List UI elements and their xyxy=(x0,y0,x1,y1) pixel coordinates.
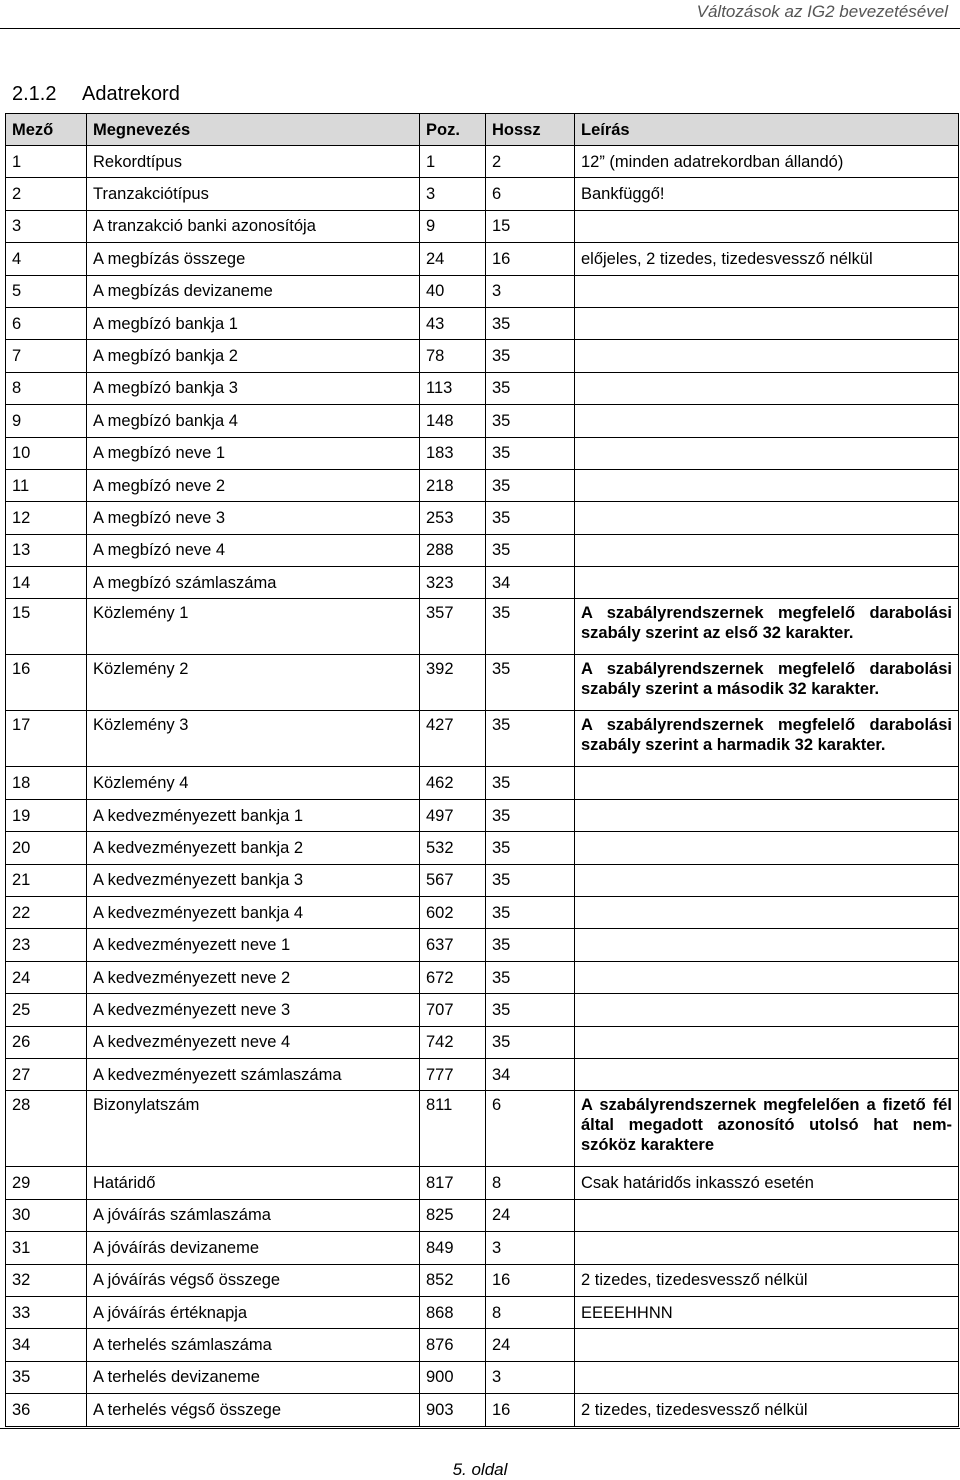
cell-hossz: 35 xyxy=(486,340,575,372)
cell-megnevezes: A terhelés számlaszáma xyxy=(87,1329,420,1361)
cell-megnevezes: A jóváírás devizaneme xyxy=(87,1232,420,1264)
cell-leiras xyxy=(575,405,959,437)
cell-megnevezes: A terhelés végső összege xyxy=(87,1394,420,1426)
cell-mezo: 6 xyxy=(6,307,87,339)
cell-mezo: 17 xyxy=(6,711,87,767)
cell-megnevezes: A megbízó neve 4 xyxy=(87,534,420,566)
cell-megnevezes: A jóváírás számlaszáma xyxy=(87,1199,420,1231)
cell-hossz: 35 xyxy=(486,711,575,767)
table-row xyxy=(6,1058,959,1090)
cell-hossz: 35 xyxy=(486,799,575,831)
page-footer xyxy=(0,1428,960,1478)
cell-poz: 78 xyxy=(420,340,486,372)
cell-mezo: 23 xyxy=(6,929,87,961)
table-row xyxy=(6,655,959,711)
cell-poz: 113 xyxy=(420,372,486,404)
table-row xyxy=(6,864,959,896)
cell-megnevezes: A kedvezményezett neve 3 xyxy=(87,994,420,1026)
cell-poz: 9 xyxy=(420,210,486,242)
cell-megnevezes: Közlemény 2 xyxy=(87,655,420,711)
cell-mezo: 31 xyxy=(6,1232,87,1264)
cell-poz: 427 xyxy=(420,711,486,767)
cell-mezo: 18 xyxy=(6,767,87,799)
cell-poz: 777 xyxy=(420,1058,486,1090)
cell-hossz: 35 xyxy=(486,405,575,437)
cell-leiras xyxy=(575,502,959,534)
cell-mezo: 3 xyxy=(6,210,87,242)
cell-poz: 602 xyxy=(420,897,486,929)
cell-poz: 183 xyxy=(420,437,486,469)
cell-hossz: 6 xyxy=(486,178,575,210)
table-row xyxy=(6,832,959,864)
table-row xyxy=(6,1361,959,1393)
cell-poz: 817 xyxy=(420,1167,486,1199)
cell-poz: 1 xyxy=(420,146,486,178)
cell-megnevezes: A megbízó neve 2 xyxy=(87,469,420,501)
cell-leiras xyxy=(575,767,959,799)
cell-megnevezes: Közlemény 1 xyxy=(87,599,420,655)
cell-leiras: 2 tizedes, tizedesvessző nélkül xyxy=(575,1394,959,1426)
cell-megnevezes: A tranzakció banki azonosítója xyxy=(87,210,420,242)
cell-megnevezes: A megbízó bankja 1 xyxy=(87,307,420,339)
table-row xyxy=(6,994,959,1026)
cell-hossz: 35 xyxy=(486,767,575,799)
cell-leiras xyxy=(575,864,959,896)
table-row xyxy=(6,534,959,566)
cell-hossz: 3 xyxy=(486,1361,575,1393)
cell-poz: 392 xyxy=(420,655,486,711)
cell-hossz: 35 xyxy=(486,864,575,896)
cell-hossz: 35 xyxy=(486,994,575,1026)
cell-megnevezes: A megbízás devizaneme xyxy=(87,275,420,307)
cell-megnevezes: A megbízás összege xyxy=(87,243,420,275)
cell-poz: 40 xyxy=(420,275,486,307)
cell-poz: 288 xyxy=(420,534,486,566)
cell-poz: 3 xyxy=(420,178,486,210)
cell-leiras: A szabályrendszernek megfelelő darabolási szabály szerint az első 32 karakter. xyxy=(575,599,959,655)
running-header xyxy=(0,0,960,29)
table-row xyxy=(6,599,959,655)
cell-mezo: 24 xyxy=(6,961,87,993)
cell-mezo: 5 xyxy=(6,275,87,307)
cell-mezo: 30 xyxy=(6,1199,87,1231)
cell-mezo: 2 xyxy=(6,178,87,210)
table-row xyxy=(6,178,959,210)
cell-mezo: 34 xyxy=(6,1329,87,1361)
cell-megnevezes: A jóváírás végső összege xyxy=(87,1264,420,1296)
cell-mezo: 20 xyxy=(6,832,87,864)
cell-leiras: 2 tizedes, tizedesvessző nélkül xyxy=(575,1264,959,1296)
column-header-mezo: Mező xyxy=(6,114,87,146)
cell-leiras xyxy=(575,567,959,599)
cell-leiras: 12” (minden adatrekordban állandó) xyxy=(575,146,959,178)
cell-hossz: 35 xyxy=(486,897,575,929)
cell-megnevezes: Közlemény 4 xyxy=(87,767,420,799)
table-row xyxy=(6,1264,959,1296)
cell-hossz: 3 xyxy=(486,275,575,307)
table-row xyxy=(6,1026,959,1058)
section-title: Adatrekord xyxy=(82,83,180,105)
cell-leiras: A szabályrendszernek megfelelő darabolási szabály szerint a harmadik 32 karakter. xyxy=(575,711,959,767)
cell-poz: 567 xyxy=(420,864,486,896)
column-header-leiras: Leírás xyxy=(575,114,959,146)
table-row xyxy=(6,897,959,929)
cell-megnevezes: Rekordtípus xyxy=(87,146,420,178)
table-row xyxy=(6,146,959,178)
cell-leiras xyxy=(575,1026,959,1058)
cell-poz: 868 xyxy=(420,1296,486,1328)
cell-mezo: 33 xyxy=(6,1296,87,1328)
cell-mezo: 15 xyxy=(6,599,87,655)
cell-megnevezes: A kedvezményezett neve 2 xyxy=(87,961,420,993)
cell-hossz: 35 xyxy=(486,655,575,711)
cell-leiras xyxy=(575,1058,959,1090)
cell-megnevezes: A megbízó számlaszáma xyxy=(87,567,420,599)
table-row xyxy=(6,1329,959,1361)
table-row xyxy=(6,469,959,501)
cell-mezo: 8 xyxy=(6,372,87,404)
table-row xyxy=(6,210,959,242)
cell-hossz: 8 xyxy=(486,1296,575,1328)
table-row xyxy=(6,275,959,307)
table-row xyxy=(6,437,959,469)
cell-poz: 497 xyxy=(420,799,486,831)
cell-mezo: 14 xyxy=(6,567,87,599)
cell-poz: 849 xyxy=(420,1232,486,1264)
cell-megnevezes: A megbízó bankja 2 xyxy=(87,340,420,372)
table-row xyxy=(6,1394,959,1426)
table-row xyxy=(6,929,959,961)
cell-hossz: 35 xyxy=(486,502,575,534)
cell-leiras xyxy=(575,799,959,831)
cell-poz: 672 xyxy=(420,961,486,993)
cell-mezo: 1 xyxy=(6,146,87,178)
table-row xyxy=(6,1167,959,1199)
table-row xyxy=(6,1199,959,1231)
cell-poz: 218 xyxy=(420,469,486,501)
cell-mezo: 28 xyxy=(6,1091,87,1167)
table-row xyxy=(6,307,959,339)
cell-leiras xyxy=(575,1232,959,1264)
cell-megnevezes: A megbízó neve 1 xyxy=(87,437,420,469)
cell-leiras xyxy=(575,929,959,961)
cell-mezo: 25 xyxy=(6,994,87,1026)
cell-poz: 742 xyxy=(420,1026,486,1058)
cell-hossz: 35 xyxy=(486,1026,575,1058)
cell-hossz: 2 xyxy=(486,146,575,178)
cell-poz: 852 xyxy=(420,1264,486,1296)
cell-hossz: 16 xyxy=(486,243,575,275)
cell-mezo: 27 xyxy=(6,1058,87,1090)
cell-hossz: 16 xyxy=(486,1394,575,1426)
cell-mezo: 13 xyxy=(6,534,87,566)
cell-leiras xyxy=(575,994,959,1026)
cell-mezo: 10 xyxy=(6,437,87,469)
cell-megnevezes: A megbízó neve 3 xyxy=(87,502,420,534)
table-row xyxy=(6,1091,959,1167)
cell-mezo: 9 xyxy=(6,405,87,437)
table-row xyxy=(6,799,959,831)
cell-leiras xyxy=(575,832,959,864)
cell-mezo: 4 xyxy=(6,243,87,275)
cell-poz: 148 xyxy=(420,405,486,437)
table-row xyxy=(6,502,959,534)
cell-poz: 825 xyxy=(420,1199,486,1231)
cell-megnevezes: A kedvezményezett bankja 2 xyxy=(87,832,420,864)
cell-megnevezes: A megbízó bankja 3 xyxy=(87,372,420,404)
cell-poz: 900 xyxy=(420,1361,486,1393)
table-row xyxy=(6,961,959,993)
cell-hossz: 6 xyxy=(486,1091,575,1167)
cell-megnevezes: A kedvezményezett számlaszáma xyxy=(87,1058,420,1090)
cell-megnevezes: Határidő xyxy=(87,1167,420,1199)
cell-hossz: 35 xyxy=(486,961,575,993)
cell-megnevezes: A kedvezményezett bankja 1 xyxy=(87,799,420,831)
column-header-megnevezes: Megnevezés xyxy=(87,114,420,146)
cell-megnevezes: A terhelés devizaneme xyxy=(87,1361,420,1393)
cell-hossz: 35 xyxy=(486,929,575,961)
cell-hossz: 24 xyxy=(486,1199,575,1231)
cell-hossz: 35 xyxy=(486,307,575,339)
cell-poz: 43 xyxy=(420,307,486,339)
cell-leiras xyxy=(575,469,959,501)
cell-hossz: 35 xyxy=(486,832,575,864)
cell-megnevezes: A jóváírás értéknapja xyxy=(87,1296,420,1328)
cell-leiras xyxy=(575,307,959,339)
cell-leiras xyxy=(575,897,959,929)
table-row xyxy=(6,567,959,599)
cell-megnevezes: A kedvezményezett bankja 4 xyxy=(87,897,420,929)
cell-megnevezes: Közlemény 3 xyxy=(87,711,420,767)
cell-leiras xyxy=(575,1329,959,1361)
cell-leiras xyxy=(575,340,959,372)
cell-hossz: 35 xyxy=(486,469,575,501)
cell-mezo: 32 xyxy=(6,1264,87,1296)
cell-leiras: A szabályrendszernek megfelelően a fizető fél által megadott azonosító utolsó hat nem-szóköz karaktere xyxy=(575,1091,959,1167)
table-row xyxy=(6,340,959,372)
cell-poz: 24 xyxy=(420,243,486,275)
cell-mezo: 36 xyxy=(6,1394,87,1426)
cell-mezo: 11 xyxy=(6,469,87,501)
cell-poz: 357 xyxy=(420,599,486,655)
table-row xyxy=(6,243,959,275)
cell-hossz: 3 xyxy=(486,1232,575,1264)
cell-poz: 903 xyxy=(420,1394,486,1426)
cell-hossz: 24 xyxy=(486,1329,575,1361)
cell-leiras xyxy=(575,275,959,307)
cell-mezo: 22 xyxy=(6,897,87,929)
cell-poz: 532 xyxy=(420,832,486,864)
cell-hossz: 15 xyxy=(486,210,575,242)
cell-poz: 637 xyxy=(420,929,486,961)
cell-megnevezes: A kedvezményezett neve 4 xyxy=(87,1026,420,1058)
cell-leiras: Csak határidős inkasszó esetén xyxy=(575,1167,959,1199)
cell-leiras: EEEEHHNN xyxy=(575,1296,959,1328)
cell-leiras xyxy=(575,1361,959,1393)
table-row xyxy=(6,405,959,437)
table-row xyxy=(6,1232,959,1264)
column-header-hossz: Hossz xyxy=(486,114,575,146)
section-number: 2.1.2 xyxy=(12,83,57,105)
table-row xyxy=(6,711,959,767)
cell-leiras xyxy=(575,534,959,566)
cell-poz: 707 xyxy=(420,994,486,1026)
cell-hossz: 34 xyxy=(486,1058,575,1090)
table-row xyxy=(6,767,959,799)
cell-leiras: előjeles, 2 tizedes, tizedesvessző nélkül xyxy=(575,243,959,275)
cell-leiras xyxy=(575,1199,959,1231)
cell-mezo: 26 xyxy=(6,1026,87,1058)
cell-hossz: 35 xyxy=(486,372,575,404)
cell-mezo: 12 xyxy=(6,502,87,534)
cell-hossz: 34 xyxy=(486,567,575,599)
cell-leiras xyxy=(575,437,959,469)
cell-poz: 811 xyxy=(420,1091,486,1167)
cell-poz: 462 xyxy=(420,767,486,799)
cell-megnevezes: A kedvezményezett neve 1 xyxy=(87,929,420,961)
table-row xyxy=(6,1296,959,1328)
cell-hossz: 35 xyxy=(486,534,575,566)
page-number: 5. oldal xyxy=(452,1460,508,1479)
cell-hossz: 16 xyxy=(486,1264,575,1296)
cell-leiras: A szabályrendszernek megfelelő darabolási szabály szerint a második 32 karakter. xyxy=(575,655,959,711)
cell-hossz: 35 xyxy=(486,599,575,655)
cell-megnevezes: Tranzakciótípus xyxy=(87,178,420,210)
cell-hossz: 8 xyxy=(486,1167,575,1199)
cell-mezo: 35 xyxy=(6,1361,87,1393)
table-row xyxy=(6,372,959,404)
cell-mezo: 19 xyxy=(6,799,87,831)
running-title: Változások az IG2 bevezetésével xyxy=(696,2,948,21)
cell-poz: 876 xyxy=(420,1329,486,1361)
cell-megnevezes: Bizonylatszám xyxy=(87,1091,420,1167)
cell-mezo: 7 xyxy=(6,340,87,372)
cell-leiras xyxy=(575,210,959,242)
section-heading xyxy=(12,83,180,106)
cell-leiras xyxy=(575,961,959,993)
cell-hossz: 35 xyxy=(486,437,575,469)
cell-leiras xyxy=(575,372,959,404)
cell-megnevezes: A kedvezményezett bankja 3 xyxy=(87,864,420,896)
cell-megnevezes: A megbízó bankja 4 xyxy=(87,405,420,437)
column-header-poz: Poz. xyxy=(420,114,486,146)
cell-poz: 253 xyxy=(420,502,486,534)
cell-poz: 323 xyxy=(420,567,486,599)
record-layout-table xyxy=(5,113,959,1427)
cell-leiras: Bankfüggő! xyxy=(575,178,959,210)
cell-mezo: 21 xyxy=(6,864,87,896)
table-header-row xyxy=(6,114,959,146)
cell-mezo: 29 xyxy=(6,1167,87,1199)
cell-mezo: 16 xyxy=(6,655,87,711)
